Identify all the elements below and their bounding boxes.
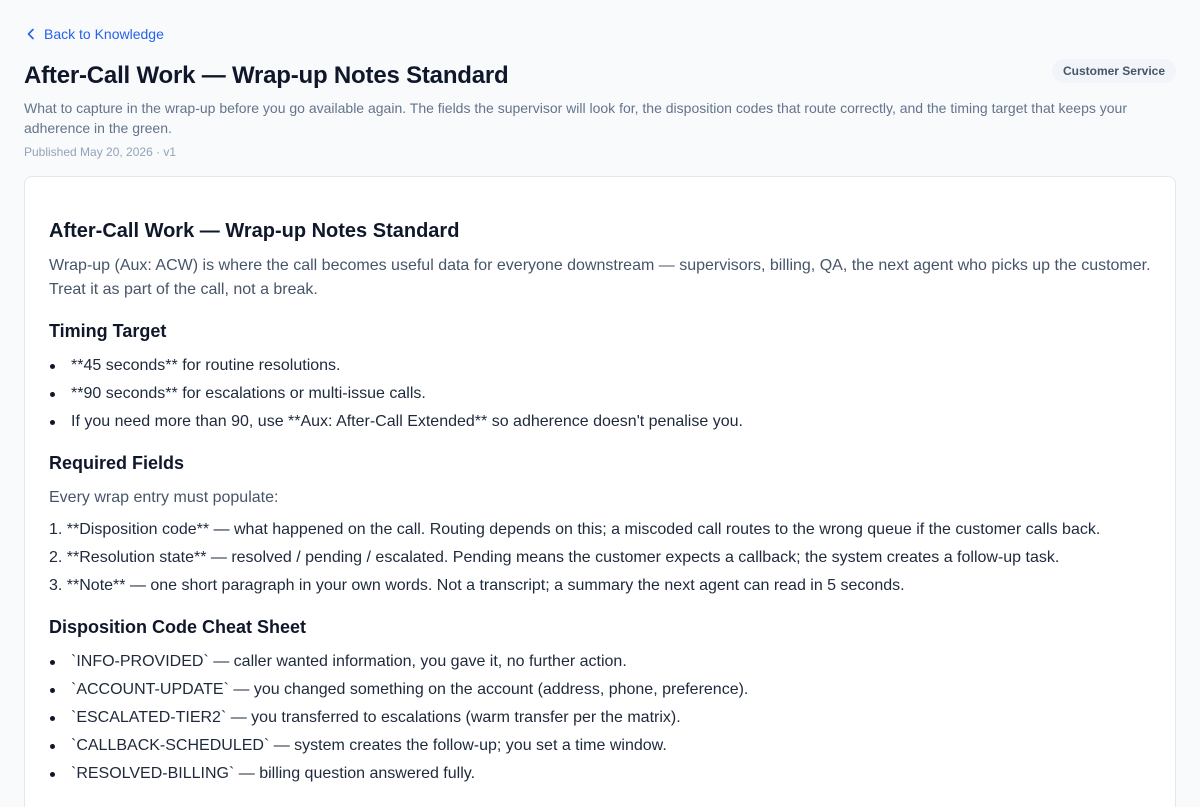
list-item: `RESOLVED-BILLING` — billing question answered fully. <box>49 762 1151 786</box>
category-badge: Customer Service <box>1052 59 1176 83</box>
list-item: `ESCALATED-TIER2` — you transferred to escalations (warm transfer per the matrix). <box>49 706 1151 730</box>
publish-meta: Published May 20, 2026 · v1 <box>24 145 177 159</box>
content-intro: Wrap-up (Aux: ACW) is where the call becomes useful data for everyone downstream — supervisors, billing, QA, the next agent who picks up the customer. Treat it as part of the call, not a break. <box>49 257 1151 298</box>
section-heading-required: Required Fields <box>49 453 185 473</box>
article-header <box>24 60 1176 160</box>
list-item: **45 seconds** for routine resolutions. <box>49 354 1151 378</box>
content-heading: After-Call Work — Wrap-up Notes Standard <box>49 220 460 242</box>
back-to-knowledge-link[interactable] <box>26 25 164 43</box>
list-item: 3. **Note** — one short paragraph in your own words. Not a transcript; a summary the next agent can read in 5 seconds. <box>49 577 905 594</box>
section-heading-codes: Disposition Code Cheat Sheet <box>49 617 307 637</box>
list-item: `CALLBACK-SCHEDULED` — system creates the follow-up; you set a time window. <box>49 734 1151 758</box>
article-description: What to capture in the wrap-up before you go available again. The fields the supervisor will look for, the disposition codes that route correctly, and the timing target that keeps your adherence in the green. <box>24 100 1127 136</box>
list-item: **90 seconds** for escalations or multi-issue calls. <box>49 382 1151 406</box>
back-link-label[interactable]: Back to Knowledge <box>44 26 164 42</box>
list-item: If you need more than 90, use **Aux: After-Call Extended** so adherence doesn't penalise you. <box>49 410 1151 434</box>
list-item: 1. **Disposition code** — what happened on the call. Routing depends on this; a miscoded call routes to the wrong queue if the customer calls back. <box>49 521 1101 538</box>
section-heading-timing: Timing Target <box>49 321 167 341</box>
list-item: `INFO-PROVIDED` — caller wanted information, you gave it, no further action. <box>49 650 1151 674</box>
page-title: After-Call Work — Wrap-up Notes Standard <box>24 62 509 89</box>
list-item: 2. **Resolution state** — resolved / pending / escalated. Pending means the customer expects a callback; the system creates a follow-up task. <box>49 549 1060 566</box>
disposition-codes-list <box>49 650 1151 786</box>
required-fields-list <box>49 518 1151 598</box>
list-item: `ACCOUNT-UPDATE` — you changed something on the account (address, phone, preference). <box>49 678 1151 702</box>
timing-list <box>49 354 1151 434</box>
required-lead: Every wrap entry must populate: <box>49 489 279 506</box>
chevron-left-icon <box>26 28 36 40</box>
article-body-card <box>24 176 1176 807</box>
